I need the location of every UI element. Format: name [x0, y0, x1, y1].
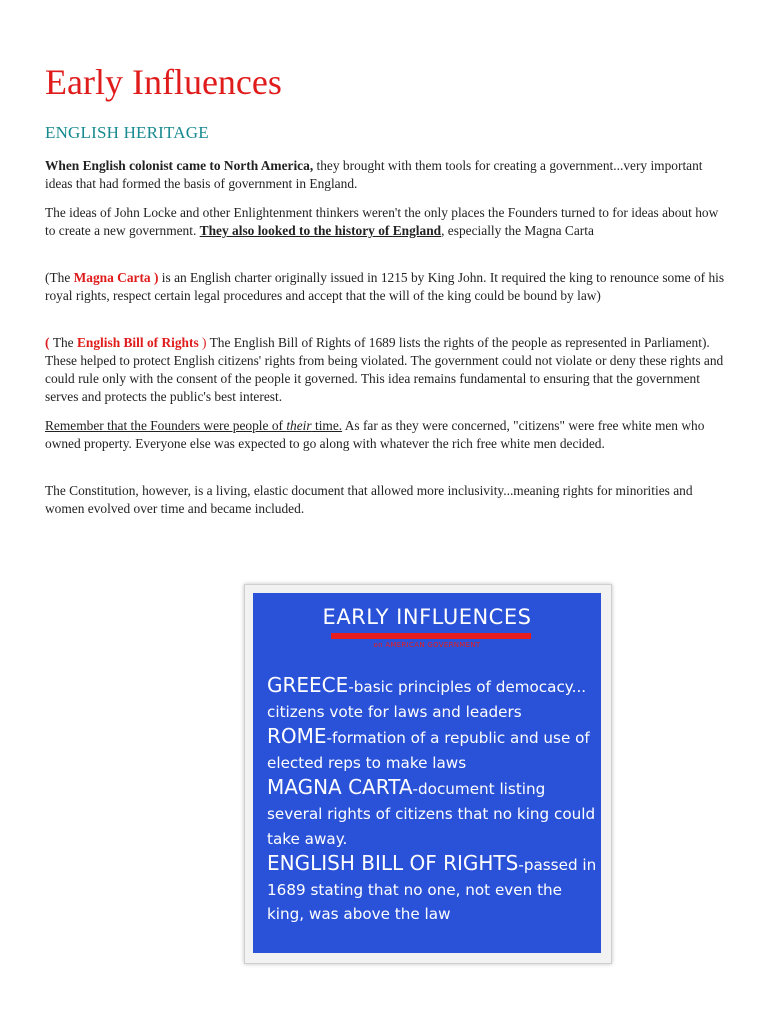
- poster-item-magna-carta: [267, 775, 597, 851]
- paragraph-bill-of-rights: [45, 334, 725, 406]
- founders-underlined: [45, 418, 342, 433]
- poster-image-frame: [244, 584, 612, 964]
- paragraph-text: The ideas of John Locke and other Enlightenment thinkers weren't the only places the Founders turned to for ideas about how to create a new government.: [45, 205, 719, 238]
- paragraph-founders: [45, 417, 725, 453]
- poster-item-rome: [267, 724, 597, 775]
- poster-item-bill-of-rights: [267, 851, 597, 927]
- paragraph-text: As far as they were concerned, "citizens" were free white men who owned property. Everyone else was expected to go along with whatever the rich free white men decided.: [45, 418, 705, 451]
- their-italic: their: [286, 418, 312, 433]
- bill-of-rights-term: English Bill of Rights: [76, 335, 199, 350]
- poster-item-head: MAGNA CARTA: [267, 775, 413, 800]
- early-influences-poster: [253, 593, 601, 953]
- paragraph-locke: [45, 204, 725, 240]
- poster-item-text: -basic principles of democacy... citizens vote for laws and leaders: [267, 678, 587, 721]
- poster-list: [267, 673, 597, 927]
- paragraph-text: The: [52, 335, 77, 350]
- paragraph-text: (The: [45, 270, 74, 285]
- section-heading: ENGLISH HERITAGE: [45, 123, 209, 142]
- paragraph-magna-carta: [45, 269, 725, 305]
- poster-title: EARLY INFLUENCES: [322, 605, 532, 629]
- paragraph-constitution: The Constitution, however, is a living, elastic document that allowed more inclusivity...meaning rights for minorities and women evolved over time and became included.: [45, 483, 693, 516]
- poster-item-text: -document listing several rights of citizens that no king could take away.: [267, 780, 596, 848]
- poster-item-text: -formation of a republic and use of elected reps to make laws: [267, 729, 590, 772]
- page-title: Early Influences: [45, 62, 282, 102]
- magna-carta-term: Magna Carta ): [73, 270, 159, 285]
- poster-item-head: ROME: [267, 724, 327, 749]
- poster-subtitle: on AMERICAN GOVERNMENT: [373, 641, 481, 649]
- paren-close: ): [198, 335, 207, 350]
- history-of-england-emphasis: They also looked to the history of England: [199, 223, 442, 238]
- paragraph-text: is an English charter originally issued in 1215 by King John. It required the king to renounce some of his royal rights, respect certain legal procedures and accept that the will of the king could be bound by law): [45, 270, 725, 303]
- poster-item-greece: [267, 673, 597, 724]
- poster-red-bar: [331, 633, 531, 639]
- poster-item-text: -passed in 1689 stating that no one, not even the king, was above the law: [267, 856, 597, 924]
- poster-item-head: ENGLISH BILL OF RIGHTS: [267, 851, 519, 876]
- paragraph-text: , especially the Magna Carta: [441, 223, 594, 238]
- paragraph-text: they brought with them tools for creating a government...very important ideas that had formed the basis of government in England.: [45, 158, 703, 191]
- paragraph-lead: When English colonist came to North America,: [45, 158, 314, 173]
- poster-item-head: GREECE: [267, 673, 349, 697]
- paragraph-text: time.: [311, 418, 343, 433]
- paren-open: (: [45, 335, 53, 350]
- paragraph-text: The English Bill of Rights of 1689 lists the rights of the people as represented in Parliament). These helped to protect English citizens' rights from being violated. The government could not violate or deny these rights and could rule only with the consent of the people it governed. This idea remains fundamental to ensuring that the government serves and protects the public's best interest.: [45, 335, 724, 404]
- paragraph-colonists: [45, 157, 725, 193]
- paragraph-text: Remember that the Founders were people of: [45, 418, 287, 433]
